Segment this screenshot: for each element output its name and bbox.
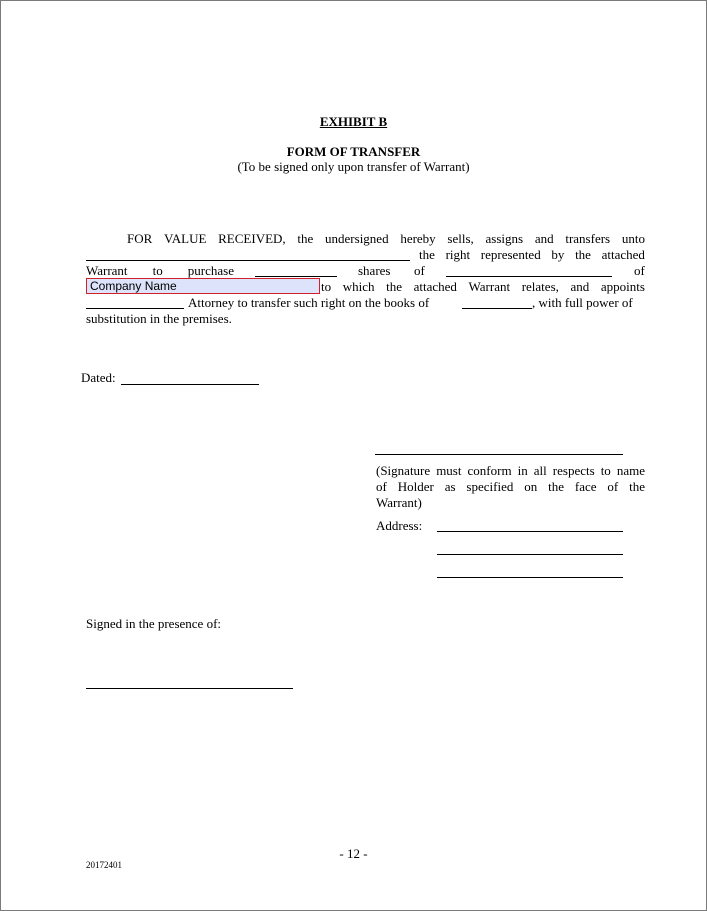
body-line-1 — [127, 231, 645, 247]
body-word: represented — [480, 247, 541, 262]
body-word: the — [575, 247, 591, 262]
exhibit-title: EXHIBIT B — [319, 114, 388, 129]
body-word: and — [534, 231, 554, 246]
shares-word: shares — [358, 263, 391, 278]
signature-note-word: must — [436, 463, 462, 478]
signed-presence-label: Signed in the presence of: — [86, 616, 222, 631]
signature-note-word: of — [607, 479, 619, 494]
signature-note-word: conform — [467, 463, 512, 478]
body-word: right — [445, 247, 471, 262]
signature-note-line-1 — [376, 463, 645, 479]
signature-line — [375, 454, 623, 455]
body-word: hereby — [400, 231, 436, 246]
attorney-blank — [86, 308, 184, 309]
signature-note-word: as — [444, 479, 456, 494]
signature-note-word: specified — [466, 479, 514, 494]
body-word: VALUE — [164, 231, 207, 246]
body-word: and — [570, 279, 590, 294]
signature-note-line-2 — [376, 479, 645, 495]
signature-note-word: the — [548, 479, 564, 494]
body-word: Warrant — [468, 279, 511, 294]
page-number: - 12 - — [339, 846, 368, 861]
signature-note-word: of — [376, 479, 387, 494]
shares-blank — [255, 276, 337, 277]
signature-note-line-3: Warrant) — [376, 495, 422, 510]
transferee-blank — [86, 260, 410, 261]
company-name-field[interactable]: Company Name — [86, 278, 320, 294]
body-word: by — [551, 247, 565, 262]
address-line-2 — [437, 554, 623, 555]
body-word: the — [386, 279, 403, 294]
address-line-3 — [437, 577, 623, 578]
of-word: of — [414, 263, 425, 278]
body-word: attached — [413, 279, 457, 294]
body-line-6: substitution in the premises. — [86, 311, 232, 326]
issuer-blank — [446, 276, 612, 277]
body-word: purchase — [187, 263, 234, 278]
body-word: the — [419, 247, 435, 262]
dated-blank — [121, 384, 259, 385]
signature-note-word: Holder — [397, 479, 434, 494]
document-code: 20172401 — [86, 860, 122, 870]
body-word: assigns — [485, 231, 524, 246]
body-line-3 — [86, 263, 234, 279]
signature-note-word: face — [574, 479, 597, 494]
body-word: relates, — [521, 279, 559, 294]
signature-note-word: on — [524, 479, 538, 494]
address-label: Address: — [376, 518, 423, 533]
books-blank — [462, 308, 532, 309]
body-word: undersigned — [325, 231, 389, 246]
body-word: sells, — [447, 231, 474, 246]
body-word: the — [297, 231, 314, 246]
witness-line — [86, 688, 293, 689]
body-word: which — [342, 279, 375, 294]
signature-note-word: (Signature — [376, 463, 431, 478]
body-line-4 — [321, 279, 645, 295]
dated-label: Dated: — [81, 370, 116, 385]
body-word: to — [321, 279, 332, 294]
body-word: unto — [621, 231, 645, 246]
body-word: FOR — [127, 231, 153, 246]
body-word: Warrant — [86, 263, 128, 278]
body-word: RECEIVED, — [218, 231, 286, 246]
address-line-1 — [437, 531, 623, 532]
body-line-2 — [419, 247, 645, 263]
signature-note-word: in — [517, 463, 528, 478]
body-word: appoints — [600, 279, 645, 294]
signature-note-word: respects — [552, 463, 595, 478]
form-subtitle: (To be signed only upon transfer of Warrant) — [237, 159, 470, 174]
body-line-5-end: , with full power of — [532, 295, 633, 310]
signature-note-word: all — [533, 463, 547, 478]
body-word: attached — [601, 247, 645, 262]
signature-note-word: the — [629, 479, 645, 494]
signature-note-word: name — [616, 463, 645, 478]
signature-note-word: to — [600, 463, 611, 478]
form-title: FORM OF TRANSFER — [286, 144, 421, 159]
of-word-end: of — [634, 263, 645, 278]
body-word: to — [152, 263, 163, 278]
body-line-5-text: Attorney to transfer such right on the books of — [188, 295, 430, 310]
body-word: transfers — [565, 231, 611, 246]
